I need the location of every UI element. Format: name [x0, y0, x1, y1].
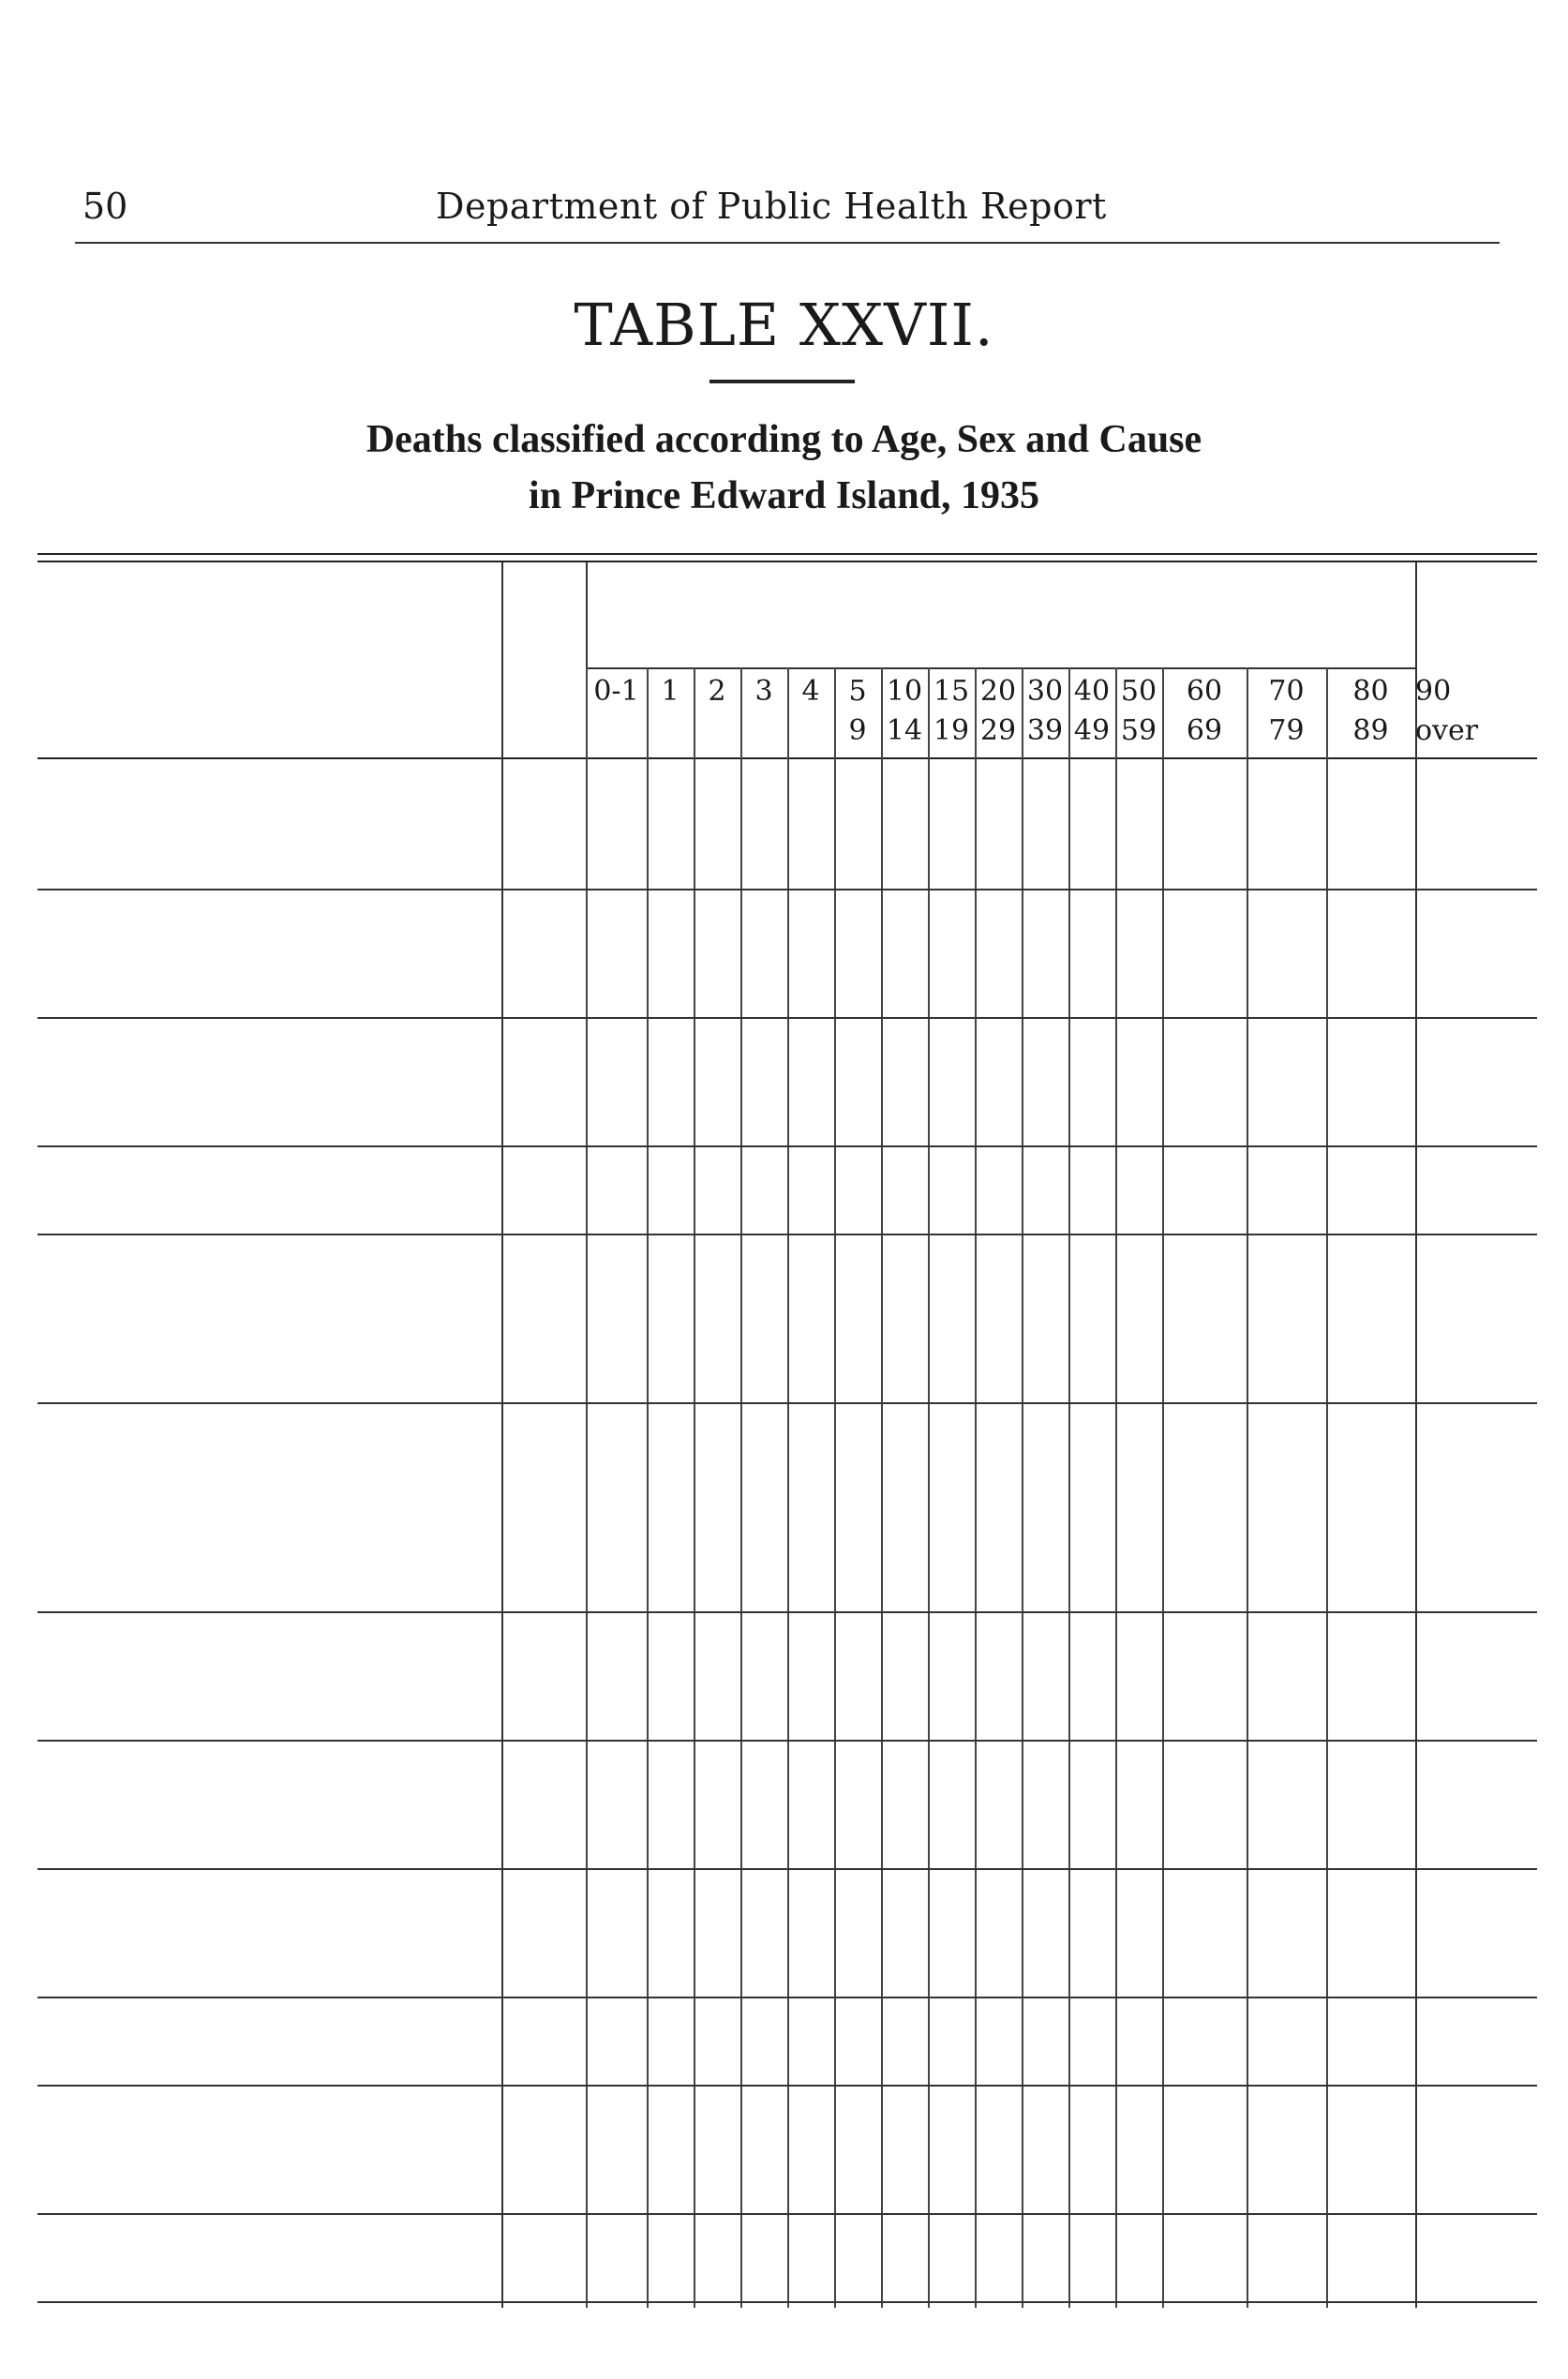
vline-age-0	[586, 667, 588, 2308]
age-group-2-top: 2	[708, 675, 726, 708]
age-group-3-top: 3	[754, 675, 773, 708]
age-group-0-top: 0-1	[593, 675, 639, 708]
age-group-9-top: 30	[1026, 675, 1064, 708]
vline-age-14	[1326, 667, 1328, 2308]
page-header	[75, 186, 1500, 232]
age-group-5-bottom: 9	[848, 714, 867, 747]
age-group-1-top: 1	[661, 675, 679, 708]
vline-age-9	[1022, 667, 1023, 2308]
age-group-8-bottom: 29	[979, 714, 1017, 747]
age-group-10-top: 40	[1073, 675, 1111, 708]
title-dash	[709, 380, 855, 383]
row-separator-6	[37, 1740, 1537, 1742]
report-title: Department of Public Health Report	[436, 186, 1107, 227]
age-group-5-top: 5	[848, 675, 867, 708]
vline-age-13	[1247, 667, 1248, 2308]
table-subtitle-line-1: Deaths classified according to Age, Sex and Cause	[366, 418, 1202, 461]
row-separator-2	[37, 1145, 1537, 1147]
age-group-10-bottom: 49	[1073, 714, 1111, 747]
age-group-11-top: 50	[1120, 675, 1157, 708]
vline-age-box-left	[586, 562, 588, 667]
vline-age-1	[647, 667, 649, 2308]
age-group-9-bottom: 39	[1026, 714, 1064, 747]
vline-age-11	[1115, 667, 1117, 2308]
table-top-rule-2	[37, 561, 1537, 562]
vline-age-12	[1162, 667, 1164, 2308]
row-separator-11	[37, 2301, 1537, 2303]
table-top-rule	[37, 553, 1537, 555]
page-number: 50	[82, 186, 128, 227]
vline-age-8	[975, 667, 977, 2308]
row-separator-1	[37, 1017, 1537, 1019]
age-group-4-top: 4	[801, 675, 820, 708]
age-group-11-bottom: 59	[1120, 714, 1157, 747]
vline-age-3	[740, 667, 742, 2308]
table-title: TABLE XXVII.	[574, 291, 994, 359]
table-subtitle-line-2: in Prince Edward Island, 1935	[529, 474, 1039, 517]
age-group-13-bottom: 79	[1268, 714, 1305, 747]
row-separator-10	[37, 2213, 1537, 2215]
row-separator-8	[37, 1997, 1537, 1998]
row-separator-4	[37, 1402, 1537, 1404]
age-group-13-top: 70	[1268, 675, 1305, 708]
vline-rate-divider	[1415, 562, 1417, 2308]
vline-age-10	[1068, 667, 1070, 2308]
row-separator-0	[37, 889, 1537, 890]
vline-age-4	[787, 667, 789, 2308]
age-group-8-top: 20	[979, 675, 1017, 708]
row-separator-9	[37, 2085, 1537, 2087]
age-header-rule	[586, 667, 1415, 669]
vline-age-6	[881, 667, 883, 2308]
vline-age-5	[834, 667, 836, 2308]
age-group-7-top: 15	[933, 675, 970, 708]
age-group-6-bottom: 14	[886, 714, 923, 747]
age-group-7-bottom: 19	[933, 714, 970, 747]
row-separator-5	[37, 1611, 1537, 1613]
vline-age-2	[694, 667, 695, 2308]
header-rule	[75, 242, 1500, 244]
row-separator-3	[37, 1234, 1537, 1235]
age-group-12-bottom: 69	[1186, 714, 1223, 747]
age-group-6-top: 10	[886, 675, 923, 708]
age-group-14-top: 80	[1352, 675, 1389, 708]
vline-age-7	[928, 667, 930, 2308]
row-separator-7	[37, 1868, 1537, 1870]
age-group-14-bottom: 89	[1352, 714, 1389, 747]
age-group-12-top: 60	[1186, 675, 1223, 708]
vline-causes-divider	[501, 562, 503, 2308]
